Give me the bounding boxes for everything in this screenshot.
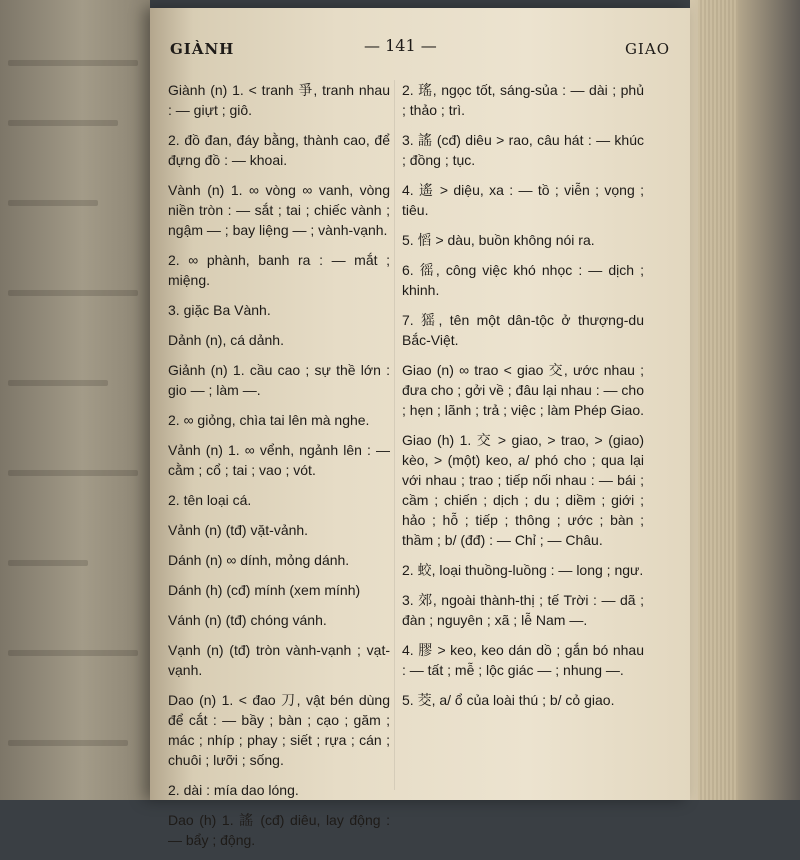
entry: 5. 茭, a/ ổ của loài thú ; b/ cỏ giao.: [402, 692, 615, 708]
entry: 2. tên loại cá.: [168, 492, 252, 508]
entry: 5. 慆 > dàu, buồn không nói ra.: [402, 232, 595, 248]
entry: Dao (n) 1. < đao 刀, vật bén dùng để cắt : — bầy ; bàn ; cạo ; găm ; mác ; nhíp ; phay ; siết ; rựa ; cán ; chuôi ; lưỡi ; sống.: [168, 692, 390, 768]
page-number: — 141 —: [364, 36, 437, 55]
entry: Vạnh (n) (tđ) tròn vành-vạnh ; vạt-vạnh.: [168, 642, 390, 678]
entry: 7. 猺, tên một dân-tộc ở thượng-du Bắc-Việt.: [402, 312, 644, 348]
right-column: [402, 80, 644, 720]
entry: Vảnh (n) 1. ∞ vểnh, ngảnh lên : — cằm ; cổ ; tai ; vao ; vót.: [168, 442, 390, 478]
entry: Dao (h) 1. 謠 (cđ) diêu, lay động : — bẩy ; động.: [168, 812, 390, 848]
column-divider: [394, 80, 395, 790]
entry: Vành (n) 1. ∞ vòng ∞ vanh, vòng niền tròn : — sắt ; tai ; chiếc vành ; ngậm — ; bay liệng — ; vành-vạnh.: [168, 182, 390, 238]
entry: 3. 郊, ngoài thành-thị ; tế Trời : — dã ; đàn ; nguyên ; xã ; lễ Nam —.: [402, 592, 644, 628]
entry: 2. ∞ giỏng, chìa tai lên mà nghe.: [168, 412, 370, 428]
entry: 4. 膠 > keo, keo dán dồ ; gắn bó nhau : — tất ; mễ ; lộc giác — ; nhung —.: [402, 642, 644, 678]
entry: Giao (h) 1. 交 > giao, > trao, > (giao) kèo, > (một) keo, a/ phó cho ; qua lại với nhau ; trao ; tiếp nối nhau : — bái ; cầm ; chiến ; dịch ; du ; diềm ; giới ; hảo ; hỗ ; tiếp ; thông ; ước ; bàn ; thầm ; b/ (đđ) : — Chỉ ; — Châu.: [402, 432, 644, 548]
entry: Giành (n) 1. < tranh 爭, tranh nhau : — giựt ; giô.: [168, 82, 390, 118]
entry: 3. 謠 (cđ) diêu > rao, câu hát : — khúc ; đồng ; tục.: [402, 132, 644, 168]
page-header: [150, 36, 690, 62]
header-guide-word-left: GIÀNH: [170, 40, 235, 58]
entry: Vảnh (n) (tđ) vặt-vảnh.: [168, 522, 309, 538]
header-guide-word-right: GIAO: [624, 40, 670, 58]
entry: Giao (n) ∞ trao < giao 交, ước nhau ; đưa cho ; gởi về ; đâu lại nhau : — cho ; hẹn ; lãnh ; trả ; việc ; làm Phép Giao.: [402, 362, 645, 418]
entry: Dánh (n) ∞ dính, mỏng dánh.: [168, 552, 350, 568]
entry: 2. 瑤, ngọc tốt, sáng-sủa : — dài ; phủ ; thảo ; trì.: [402, 82, 644, 118]
entry: 2. ∞ phành, banh ra : — mắt ; miệng.: [168, 252, 390, 288]
entry: 2. đồ đan, đáy bằng, thành cao, để đựng đồ : — khoai.: [168, 132, 390, 168]
book-page-edges: [690, 0, 800, 800]
entry: Giảnh (n) 1. cầu cao ; sự thề lớn : gio — ; làm —.: [168, 362, 390, 398]
entry: Dánh (h) (cđ) mính (xem mính): [168, 582, 361, 598]
entry: 6. 徭, công việc khó nhọc : — dịch ; khinh.: [402, 262, 644, 298]
adjacent-left-page: [0, 0, 150, 800]
left-column: [168, 80, 390, 860]
entry: Vánh (n) (tđ) chóng vánh.: [168, 612, 327, 628]
entry: 2. 蛟, loại thuồng-luồng : — long ; ngư.: [402, 562, 644, 578]
entry: 3. giặc Ba Vành.: [168, 302, 271, 318]
dictionary-page: [150, 8, 690, 848]
entry: 4. 遙 > diệu, xa : — tồ ; viễn ; vọng ; tiêu.: [402, 182, 644, 218]
entry: 2. dài : mía dao lóng.: [168, 782, 299, 798]
entry: Dảnh (n), cá dảnh.: [168, 332, 284, 348]
